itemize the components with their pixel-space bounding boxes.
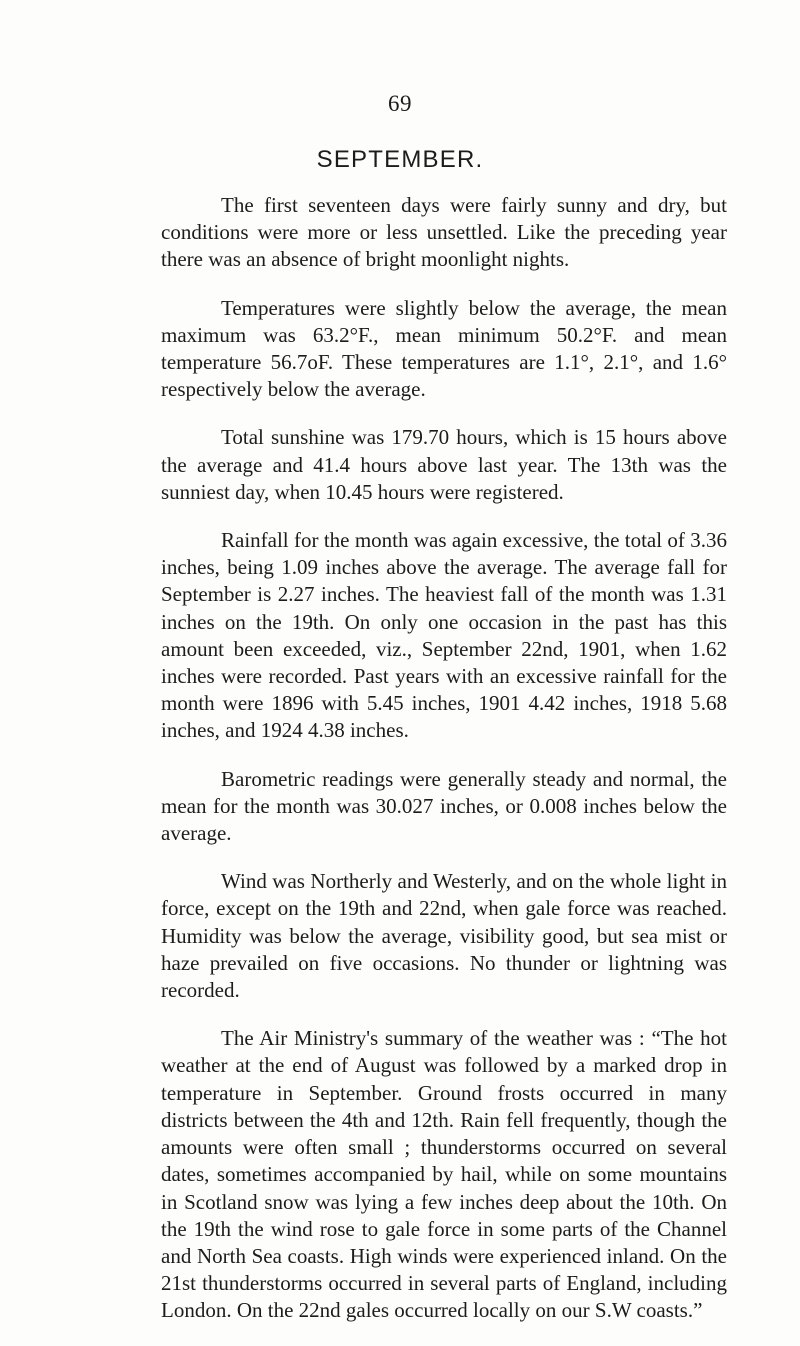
paragraph-temperatures: Temperatures were slightly below the average, the mean maximum was 63.2°F., mean minimum 50.2°F. and mean temperature 56.7oF. These temperatures are 1.1°, 2.1°, and 1.6° respectively below the average.	[161, 295, 727, 402]
paragraph-wind-humidity: Wind was Northerly and Westerly, and on the whole light in force, except on the 19th and 22nd, when gale force was reached. Humidity was below the average, visibility good, but sea mist or haze prevailed on five occasions. No thunder or lightning was recorded.	[161, 869, 727, 1003]
report-body	[161, 192, 727, 1346]
page-number: 69	[388, 91, 412, 116]
paragraph-barometric: Barometric readings were generally steady and normal, the mean for the month was 30.027 inches, or 0.008 inches below the average.	[161, 766, 727, 846]
paragraph-rainfall: Rainfall for the month was again excessive, the total of 3.36 inches, being 1.09 inches above the average. The average fall for September is 2.27 inches. The heaviest fall of the month was 1.31 inches on the 19th. On only one occasion in the past has this amount been exceeded, viz., September 22nd, 1901, when 1.62 inches were recorded. Past years with an excessive rainfall for the month were 1896 with 5.45 inches, 1901 4.42 inches, 1918 5.68 inches, and 1924 4.38 inches.	[161, 528, 727, 743]
paragraph-air-ministry-summary: The Air Ministry's summary of the weather was : “The hot weather at the end of August was followed by a marked drop in temperature in September. Ground frosts occurred in many districts between the 4th and 12th. Rain fell frequently, though the amounts were often small ; thunderstorms occurred on several dates, sometimes accompanied by hail, while on some mountains in Scotland snow was lying a few inches deep about the 10th. On the 19th the wind rose to gale force in some parts of the Channel and North Sea coasts. High winds were experienced inland. On the 21st thunderstorms occurred in several parts of England, including London. On the 22nd gales occurred locally on our S.W coasts.”	[161, 1026, 727, 1323]
paragraph-sunshine: Total sunshine was 179.70 hours, which is 15 hours above the average and 41.4 hours above last year. The 13th was the sunniest day, when 10.45 hours were registered.	[161, 425, 727, 504]
paragraph-general-conditions: The first seventeen days were fairly sunny and dry, but conditions were more or less unsettled. Like the preceding year there was an absence of bright moonlight nights.	[161, 193, 727, 272]
page-title: SEPTEMBER.	[316, 146, 484, 173]
